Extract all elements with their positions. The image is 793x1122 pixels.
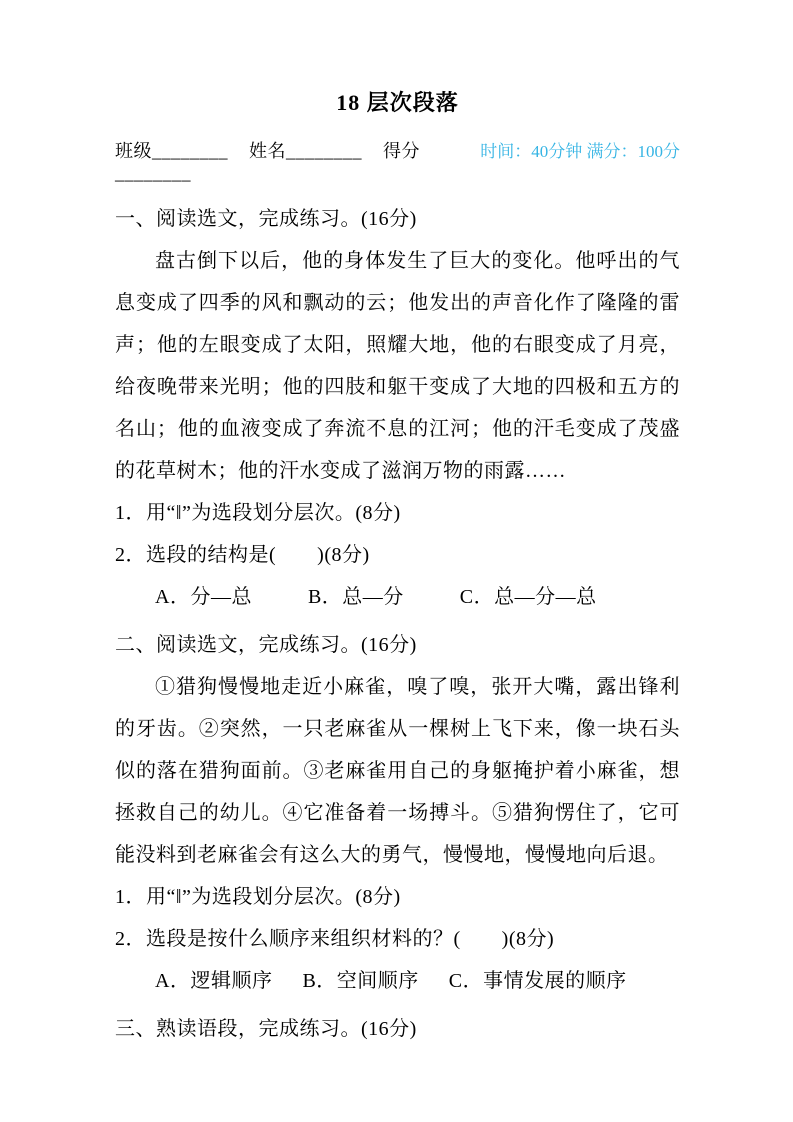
section-three-heading: 三、熟读语段，完成练习。(16分) [115, 1018, 417, 1040]
section-two [115, 624, 680, 1002]
section-three [115, 1008, 680, 1050]
section-one-passage: 盘古倒下以后，他的身体发生了巨大的变化。他呼出的气息变成了四季的风和飘动的云；他发出的声音化作了隆隆的雷声；他的左眼变成了太阳，照耀大地，他的右眼变成了月亮，给夜晚带来光明；他的四肢和躯干变成了大地的四极和五方的名山；他的血液变成了奔流不息的江河；他的汗毛变成了茂盛的花草树木；他的汗水变成了滋润万物的雨露…… [115, 250, 680, 482]
name-blank-field: 姓名________ [249, 141, 362, 161]
question-item: 1．用“‖”为选段划分层次。(8分) [115, 502, 401, 524]
question-item: 2．选段是按什么顺序来组织材料的？( )(8分) [115, 928, 555, 950]
section-two-passage: ①猎狗慢慢地走近小麻雀，嗅了嗅，张开大嘴，露出锋利的牙齿。②突然，一只老麻雀从一棵树上飞下来，像一块石头似的落在猎狗面前。③老麻雀用自己的身躯掩护着小麻雀，想拯救自己的幼儿。④它准备着一场搏斗。⑤猎狗愣住了，它可能没料到老麻雀会有这么大的勇气，慢慢地，慢慢地向后退。 [115, 676, 680, 866]
page-title: 18 层次段落 [336, 90, 459, 115]
student-info-fields [115, 137, 480, 184]
question-item: 2．选段的结构是( )(8分) [115, 544, 370, 566]
option-item: B．总—分 [307, 586, 404, 608]
section-one-heading: 一、阅读选文，完成练习。(16分) [115, 208, 417, 230]
exam-time-score-info: 时间：40分钟 满分：100分 [480, 142, 680, 161]
option-item: C．总—分—总 [459, 586, 597, 608]
student-info-row [115, 137, 680, 184]
option-item: C．事情发展的顺序 [448, 970, 627, 992]
option-item: B．空间顺序 [302, 970, 419, 992]
score-blank-field: 得分________ [115, 141, 420, 183]
options-row [115, 960, 680, 1002]
worksheet-content [115, 86, 680, 1050]
option-item: A．逻辑顺序 [155, 970, 273, 992]
option-item: A．分—总 [155, 586, 252, 608]
section-two-heading: 二、阅读选文，完成练习。(16分) [115, 634, 417, 656]
section-one [115, 198, 680, 618]
class-blank-field: 班级________ [115, 141, 228, 161]
question-item: 1．用“‖”为选段划分层次。(8分) [115, 886, 401, 908]
options-row [115, 576, 680, 618]
